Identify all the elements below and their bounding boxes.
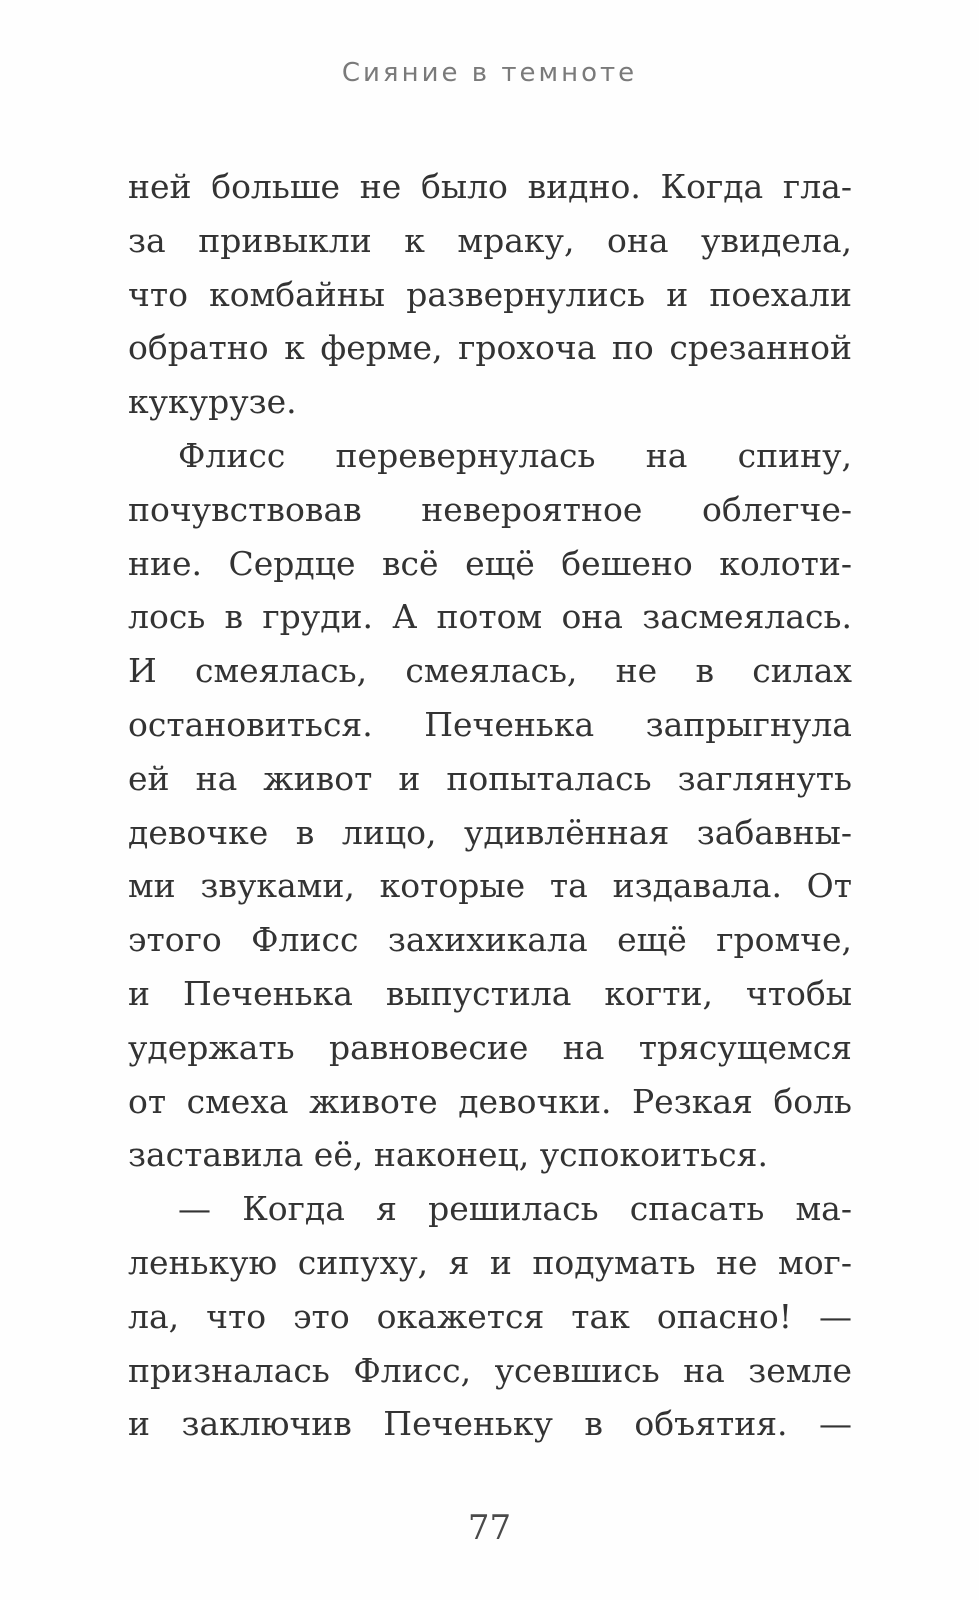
text-line: ленькую сипуху, я и подумать не мог- bbox=[128, 1242, 852, 1282]
text-line: удержать равновесие на трясущемся bbox=[128, 1027, 852, 1067]
text-line: И смеялась, смеялась, не в силах bbox=[128, 651, 852, 691]
text-line: за привыкли к мраку, она увидела, bbox=[128, 220, 852, 260]
text-line: от смеха животе девочки. Резкая боль bbox=[128, 1081, 852, 1121]
body-text bbox=[128, 160, 852, 1451]
text-line: — Когда я решилась спасать ма- bbox=[178, 1189, 852, 1229]
text-line: лось в груди. А потом она засмеялась. bbox=[128, 597, 852, 637]
text-line: обратно к ферме, грохоча по срезанной bbox=[128, 328, 852, 368]
text-line: ла, что это окажется так опасно! — bbox=[128, 1296, 852, 1336]
text-line: и Печенька выпустила когти, чтобы bbox=[128, 973, 852, 1013]
text-line: остановиться. Печенька запрыгнула bbox=[128, 704, 852, 744]
text-line: ние. Сердце всё ещё бешено колоти- bbox=[128, 543, 852, 583]
text-line: заставила её, наконец, успокоиться. bbox=[128, 1135, 768, 1175]
text-line: что комбайны развернулись и поехали bbox=[128, 274, 852, 314]
text-line: почувствовав невероятное облегче- bbox=[128, 489, 852, 529]
text-line: этого Флисс захихикала ещё громче, bbox=[128, 920, 852, 960]
text-line: ми звуками, которые та издавала. От bbox=[128, 866, 852, 906]
page-number: 77 bbox=[467, 1508, 512, 1548]
text-line: ней больше не было видно. Когда гла- bbox=[128, 167, 852, 206]
running-head-title: Сияние в темноте bbox=[341, 58, 638, 88]
text-line: девочке в лицо, удивлённая забавны- bbox=[128, 812, 852, 852]
text-line: и заключив Печеньку в объятия. — bbox=[128, 1404, 852, 1444]
text-line: ей на живот и попыталась заглянуть bbox=[128, 758, 852, 798]
text-line: Флисс перевернулась на спину, bbox=[178, 435, 852, 475]
text-line: кукурузе. bbox=[128, 382, 297, 422]
text-line: призналась Флисс, усевшись на земле bbox=[128, 1350, 852, 1390]
